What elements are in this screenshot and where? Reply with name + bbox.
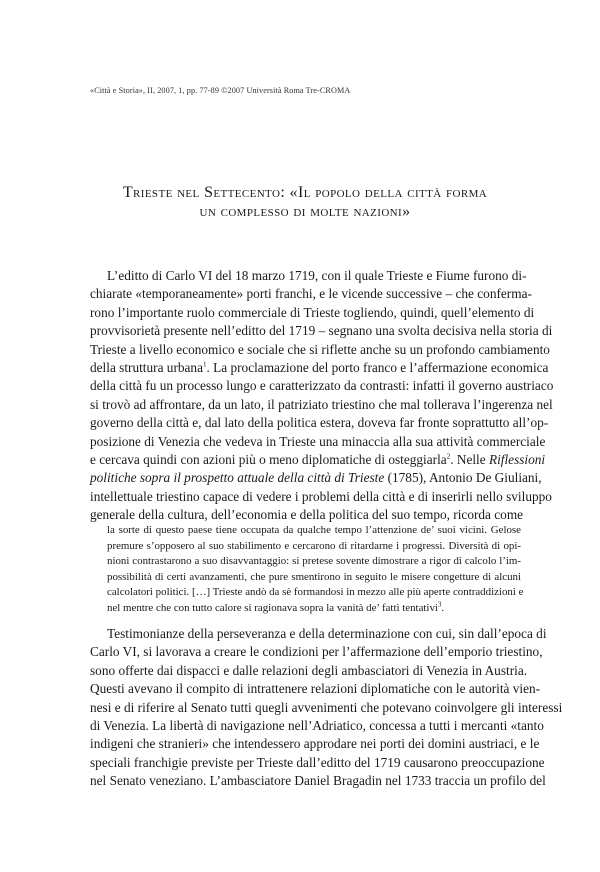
text-line: speciali franchigie previste per Trieste dall’editto del 1719 causarono preoccupazione — [90, 754, 545, 770]
quote-line: la sorte di questo paese tiene occupata da qualche tempo l’attenzione de’ suoi vicini. Gelose — [107, 524, 521, 536]
text-line: L’editto di Carlo VI del 18 marzo 1719, con il quale Trieste e Fiume furono di- — [107, 268, 527, 283]
text-line: nesi e di riferire al Senato tutti quegli avvenimenti che potevano coinvolgere gli interessi — [90, 699, 563, 715]
text-line: Testimonianze della perseveranza e della determinazione con cui, sin dall’epoca di — [107, 626, 547, 641]
quote-line: possibilità di certi avanzamenti, che pure smentirono in seguito le misere congetture di alcuni — [107, 570, 521, 583]
text-line: politiche sopra il prospetto attuale della città di Trieste (1785), Antonio De Giuliani, — [90, 470, 542, 486]
quote-line: nel mentre che con tutto calore si ragionava sopra la vanità de’ fatti tentativi$^3$. — [107, 600, 445, 614]
book-title: politiche sopra il prospetto attuale della città di Trieste — [90, 470, 385, 486]
text-line: Trieste a livello economico e sociale che si riflette anche su un profondo cambiamento — [90, 341, 550, 357]
quote-line: premure s’opposero al suo stabilimento e cercarono di ritardarne i progressi. Diversità di opi- — [107, 539, 521, 552]
text-line: intellettuale triestino capace di vedere i problemi della città e di inserirli nello sviluppo — [90, 488, 552, 504]
quote-line: calcolatori politici. […] Trieste andò da sè formandosi in mezzo alle più aperte contraddizioni e — [107, 586, 524, 599]
article-title — [70, 183, 540, 221]
footnote-ref[interactable]: 3 — [437, 600, 442, 609]
paragraph-intro — [90, 267, 554, 524]
text-line: rono l’importante ruolo commerciale di Trieste togliendo, quindi, quell’elemento di — [90, 304, 535, 320]
footnote-ref[interactable]: 2 — [446, 452, 451, 461]
book-title: Riflessioni — [488, 451, 546, 467]
text-line: di Venezia. La libertà di navigazione nell’Adriatico, concessa a tutti i mercanti «tanto — [90, 717, 544, 733]
text-line: e cercava quindi con azioni più o meno diplomatiche di osteggiarla$^2$. Nelle Riflessioni — [90, 451, 546, 467]
text-line: nel Senato veneziano. L’ambasciatore Daniel Bragadin nel 1733 traccia un profilo del — [90, 773, 546, 789]
text-line: si trovò ad affrontare, da un lato, il patriziato triestino che mal tollerava l’ingerenza nel — [90, 396, 553, 412]
quote-line: nioni contrastarono a suo disavvantaggio: si pretese sovente dimostrare a rigor di calcolo l’im- — [107, 555, 521, 568]
text-line: provvisorietà presente nell’editto del 1719 – segnano una svolta decisiva nella storia di — [90, 323, 553, 339]
text-line: governo della città e, dal lato della politica estera, doveva far fronte soprattutto all’op- — [90, 415, 549, 431]
footnote-ref[interactable]: 1 — [202, 360, 207, 369]
title-line: Trieste nel Settecento: «Il popolo della città forma — [122, 184, 488, 201]
text-line: della struttura urbana$^1$. La proclamazione del porto franco e l’affermazione economica — [90, 359, 549, 375]
citation-header: «Città e Storia», II, 2007, 1, pp. 77-89 ©2007 Università Roma Tre-CROMA — [90, 86, 351, 95]
text-line: Carlo VI, si lavorava a creare le condizioni per l’affermazione dell’emporio triestino, — [90, 644, 543, 660]
text-line: generale della cultura, dell’economia e della politica del suo tempo, ricorda come — [90, 507, 524, 523]
block-quote — [107, 523, 524, 617]
text-line: indigeni che stranieri» che intendessero approdare nei porti dei domini austriaci, e le — [90, 736, 540, 752]
title-line: un complesso di molte nazioni» — [199, 203, 411, 220]
text-line: della città fu un processo lungo e caratterizzato da contrasti: infatti il governo austriaco — [90, 378, 554, 394]
paragraph-testimonianze — [90, 625, 563, 791]
text-line: sono offerte dai dispacci e dalle relazioni degli ambasciatori di Venezia in Austria. — [90, 662, 528, 678]
text-line: posizione di Venezia che vedeva in Trieste una minaccia alla sua attività commerciale — [90, 433, 546, 449]
text-line: chiarate «temporaneamente» porti franchi, e le vicende successive – che conferma- — [90, 286, 532, 302]
text-line: Questi avevano il compito di intrattenere relazioni diplomatiche con le autorità vien- — [90, 681, 541, 697]
